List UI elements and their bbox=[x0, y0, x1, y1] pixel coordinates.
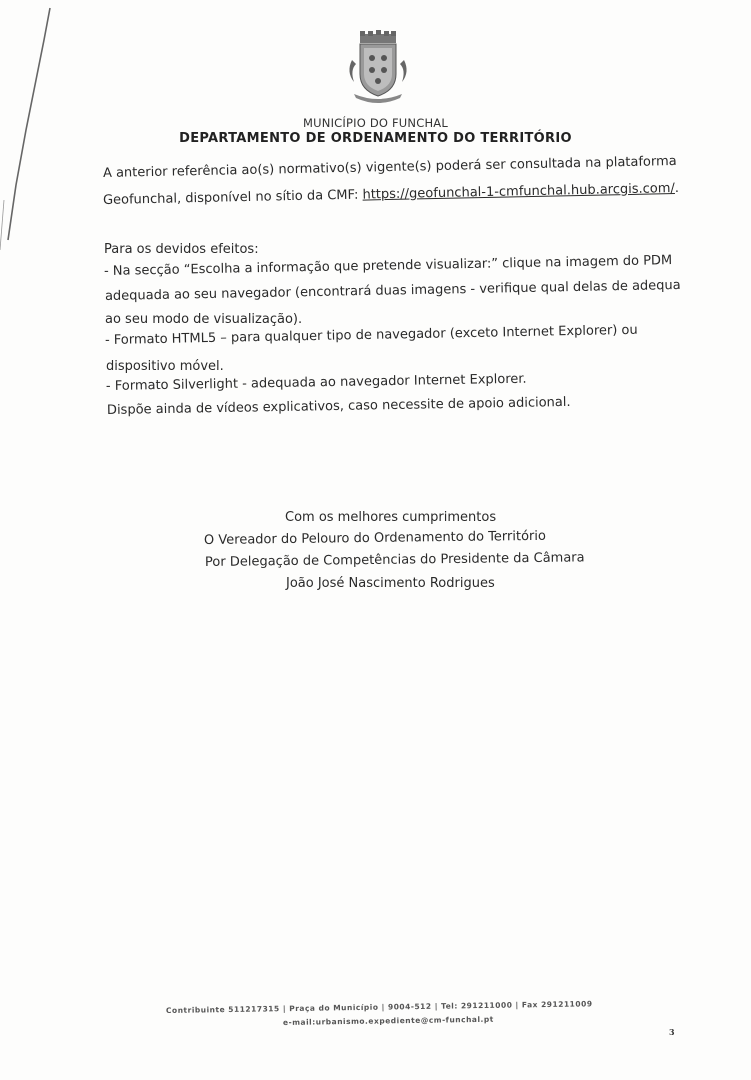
municipality-name: MUNICÍPIO DO FUNCHAL bbox=[303, 116, 448, 130]
footer-email: e-mail:urbanismo.expediente@cm-funchal.pt bbox=[282, 1014, 494, 1027]
paragraph-2-line-2: adequada ao seu navegador (encontrará duas imagens - verifique qual delas de adequa bbox=[104, 277, 681, 304]
paragraph-1-line-2-prefix: Geofunchal, disponível no sítio da CMF: bbox=[102, 187, 363, 208]
paragraph-2-line-6: - Formato Silverlight - adequada ao navegador Internet Explorer. bbox=[105, 371, 527, 394]
paragraph-1-line-1: A anterior referência ao(s) normativo(s) vigente(s) poderá ser consultada na plataforma bbox=[102, 153, 677, 181]
paragraph-2-line-5: dispositivo móvel. bbox=[106, 359, 224, 374]
page-number: 3 bbox=[669, 1027, 675, 1037]
scan-edge-mark bbox=[0, 0, 60, 260]
footer-contact-line: Contribuinte 511217315 | Praça do Município | 9004-512 | Tel: 291211000 | Fax 291211009 bbox=[165, 999, 593, 1015]
department-title: DEPARTAMENTO DE ORDENAMENTO DO TERRITÓRIO bbox=[179, 131, 572, 146]
paragraph-1-line-2-suffix: . bbox=[674, 180, 680, 197]
paragraph-2-line-7: Dispõe ainda de vídeos explicativos, caso necessite de apoio adicional. bbox=[106, 394, 571, 418]
paragraph-2-line-1: - Na secção “Escolha a informação que pretende visualizar:” clique na imagem do PDM bbox=[103, 253, 673, 279]
geofunchal-link[interactable]: https://geofunchal-1-cmfunchal.hub.arcgis.com/ bbox=[362, 181, 676, 203]
paragraph-2-intro: Para os devidos efeitos: bbox=[104, 242, 259, 257]
closing-salutation: Com os melhores cumprimentos bbox=[285, 510, 497, 525]
paragraph-1-line-2 bbox=[103, 181, 679, 208]
paragraph-2-line-3: ao seu modo de visualização). bbox=[105, 312, 303, 327]
signatory-role: O Vereador do Pelouro do Ordenamento do Território bbox=[203, 528, 547, 548]
coat-of-arms-icon bbox=[338, 30, 418, 108]
signatory-name: João José Nascimento Rodrigues bbox=[286, 576, 495, 591]
signatory-delegation: Por Delegação de Competências do Presidente da Câmara bbox=[204, 550, 585, 570]
paragraph-2-line-4: - Formato HTML5 – para qualquer tipo de navegador (exceto Internet Explorer) ou bbox=[104, 322, 638, 348]
